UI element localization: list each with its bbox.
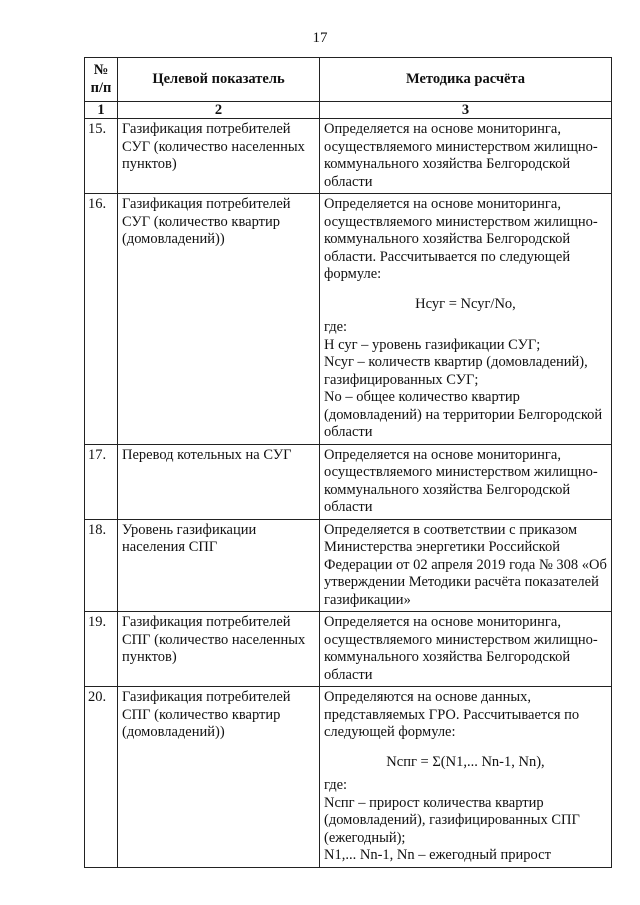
indicator-cell: Перевод котельных на СУГ	[118, 444, 320, 519]
table-row	[85, 519, 612, 612]
method-text: Определяются на основе данных, представляемых ГРО. Рассчитывается по следующей формуле:	[324, 689, 580, 740]
definition: N1,... Nn-1, Nn – ежегодный прирост	[324, 847, 551, 863]
row-number: 16.	[85, 194, 118, 445]
table-row	[85, 119, 612, 194]
definition: Nсуг – количеств квартир (домовладений), газифицированных СУГ;	[324, 354, 588, 388]
definition: Nо – общее количество квартир (домовладений) на территории Белгородской области	[324, 389, 603, 440]
header-indicator: Целевой показатель	[118, 58, 320, 102]
method-cell: Определяется на основе мониторинга, осуществляемого министерством жилищно-коммунального хозяйства Белгородской области	[320, 612, 612, 687]
indicator-cell: Газификация потребителей СПГ (количество квартир (домовладений))	[118, 687, 320, 868]
indicator-cell: Уровень газификации населения СПГ	[118, 519, 320, 612]
header-method: Методика расчёта	[320, 58, 612, 102]
indicator-cell: Газификация потребителей СПГ (количество населенных пунктов)	[118, 612, 320, 687]
formula: Nспг = Σ(N1,... Nn-1, Nn),	[386, 753, 545, 770]
page-number: 17	[312, 30, 328, 46]
indicator-cell: Газификация потребителей СУГ (количество квартир (домовладений))	[118, 194, 320, 445]
row-number: 19.	[85, 612, 118, 687]
method-cell	[320, 194, 612, 445]
definition: Nспг – прирост количества квартир (домовладений), газифицированных СПГ (ежегодный);	[324, 794, 580, 846]
indicator-cell: Газификация потребителей СУГ (количество населенных пунктов)	[118, 119, 320, 194]
row-number: 20.	[85, 687, 118, 868]
table-row	[85, 444, 612, 519]
method-cell: Определяется на основе мониторинга, осуществляемого министерством жилищно-коммунального хозяйства Белгородской области	[320, 444, 612, 519]
table-row	[85, 687, 612, 868]
column-index-row	[85, 102, 612, 119]
method-cell	[320, 687, 612, 868]
formula: Hсуг = Nсуг/Nо,	[415, 295, 516, 312]
method-cell: Определяется в соответствии с приказом Министерства энергетики Российской Федерации от 02 апреля 2019 года № 308 «Об утверждении Методики расчёта показателей газификации»	[320, 519, 612, 612]
index-3: 3	[320, 102, 612, 119]
row-number: 17.	[85, 444, 118, 519]
table-row	[85, 194, 612, 445]
table-row	[85, 612, 612, 687]
table-header-row	[85, 58, 612, 102]
where-label: где:	[324, 777, 348, 793]
header-num: № п/п	[85, 58, 118, 102]
index-2: 2	[118, 102, 320, 119]
row-number: 18.	[85, 519, 118, 612]
where-label: где:	[324, 319, 348, 335]
method-cell: Определяется на основе мониторинга, осуществляемого министерством жилищно-коммунального хозяйства Белгородской области	[320, 119, 612, 194]
method-text: Определяется на основе мониторинга, осуществляемого министерством жилищно-коммунального хозяйства Белгородской области. Рассчитывается по следующей формуле:	[324, 196, 598, 282]
index-1: 1	[85, 102, 118, 119]
indicators-table	[84, 57, 612, 868]
definition: H суг – уровень газификации СУГ;	[324, 336, 541, 353]
row-number: 15.	[85, 119, 118, 194]
